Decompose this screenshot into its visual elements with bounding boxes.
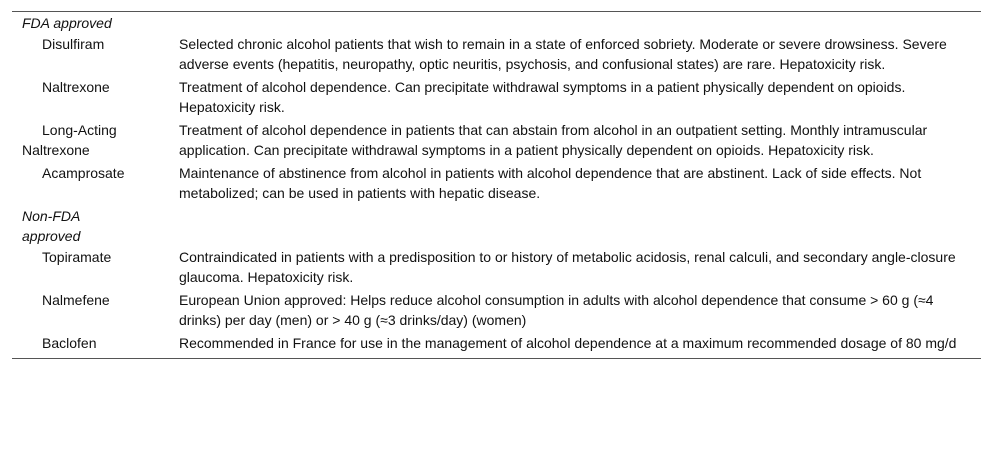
group-label-non-fda-approved: Non-FDA approved bbox=[22, 207, 81, 244]
drug-description: Maintenance of abstinence from alcohol in patients with alcohol dependence that are abstinent. Lack of side effects. Not metabolized; can be used in patients with hepatic disease. bbox=[179, 164, 922, 201]
drug-description: Treatment of alcohol dependence in patients that can abstain from alcohol in an outpatient setting. Monthly intramuscular application. Can precipitate withdrawal symptoms in a patient physically dependent on opioids. Hepatoxicity risk. bbox=[179, 121, 928, 158]
drug-name: Topiramate bbox=[42, 248, 112, 265]
table-row bbox=[12, 34, 981, 75]
drug-description: Contraindicated in patients with a predisposition to or history of metabolic acidosis, renal calculi, and secondary angle-closure glaucoma. Hepatoxicity risk. bbox=[179, 248, 956, 285]
table-row bbox=[12, 247, 981, 288]
drug-name: Disulfiram bbox=[42, 35, 105, 52]
table-row bbox=[12, 333, 981, 354]
drug-name: Baclofen bbox=[42, 334, 97, 351]
drug-description: Recommended in France for use in the management of alcohol dependence at a maximum recommended dosage of 80 mg/d bbox=[179, 334, 957, 351]
drug-description: Selected chronic alcohol patients that wish to remain in a state of enforced sobriety. Moderate or severe drowsiness. Severe adverse events (hepatitis, neuropathy, optic neuritis, psychosis, and confusional states) are rare. Hepatoxicity risk. bbox=[179, 35, 947, 72]
drug-name: Nalmefene bbox=[42, 291, 110, 308]
table-row bbox=[12, 163, 981, 204]
drug-description: Treatment of alcohol dependence. Can precipitate withdrawal symptoms in a patient physically dependent on opioids. Hepatoxicity risk. bbox=[179, 78, 906, 115]
table-row bbox=[12, 77, 981, 118]
table-row bbox=[12, 290, 981, 331]
drug-name: Naltrexone bbox=[42, 78, 110, 95]
drug-description: European Union approved: Helps reduce alcohol consumption in adults with alcohol dependence that consume > 60 g (≈4 drinks) per day (men) or > 40 g (≈3 drinks/day) (women) bbox=[179, 291, 934, 328]
drug-name: Long-Acting Naltrexone bbox=[22, 121, 117, 158]
group-label-fda-approved: FDA approved bbox=[22, 15, 112, 31]
drug-name: Acamprosate bbox=[42, 164, 125, 181]
drug-table bbox=[12, 11, 981, 359]
table-row bbox=[12, 120, 981, 161]
